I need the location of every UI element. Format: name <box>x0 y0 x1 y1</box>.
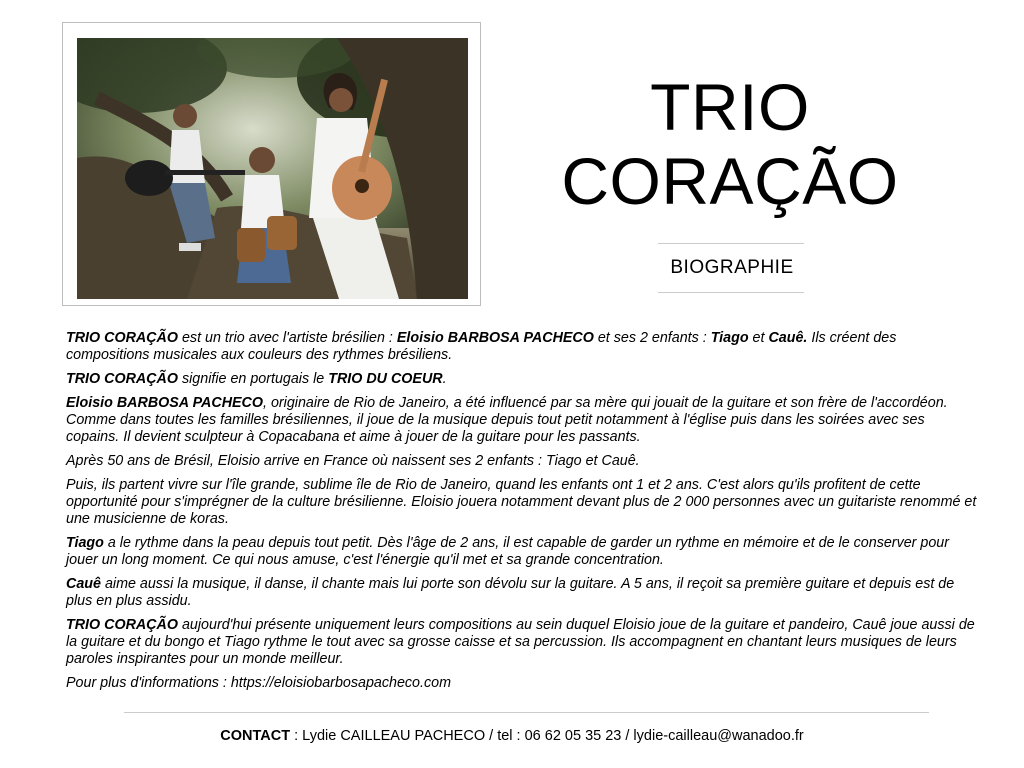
bio-paragraph-8 <box>66 617 978 668</box>
band-photo <box>77 38 468 299</box>
bio-paragraph-6 <box>66 535 978 569</box>
text: . <box>442 371 447 387</box>
bold-text: Cauê <box>66 576 101 592</box>
text: signifie en portugais le <box>178 371 329 387</box>
text: est un trio avec l'artiste brésilien : <box>178 330 397 346</box>
text: Après 50 ans de Brésil, Eloisio arrive en France où naissent ses 2 enfants : Tiago et Cauê. <box>66 453 640 469</box>
photo-frame <box>62 22 481 306</box>
bio-paragraph-3 <box>66 395 978 446</box>
contact-line <box>0 728 1024 744</box>
subtitle: BIOGRAPHIE <box>670 257 794 278</box>
subtitle-top-divider <box>658 243 804 244</box>
bio-paragraph-5 <box>66 477 978 528</box>
bio-paragraph-9 <box>66 675 978 692</box>
bio-paragraph-7 <box>66 576 978 610</box>
text: , originaire de Rio de Janeiro, a été influencé par sa mère qui jouait de la guitare et son frère de l'accordéon. Comme dans toutes les familles brésiliennes, il joue de la musique depuis tout petit notamment à l'église puis dans les soirées avec ses copains. Il devient sculpteur à Copacabana et aime à jouer de la guitare pour les passants. <box>66 395 948 445</box>
title-line-1: TRIO <box>650 70 810 144</box>
bold-text: Cauê. <box>768 330 808 346</box>
bold-text: TRIO CORAÇÃO <box>66 371 178 387</box>
bold-text: Eloisio BARBOSA PACHECO <box>396 330 594 346</box>
bold-text: TRIO CORAÇÃO <box>66 617 178 633</box>
contact-label: CONTACT <box>220 728 291 744</box>
text: Ils créent des compositions musicales aux couleurs des rythmes brésiliens. <box>66 330 897 363</box>
text: aujourd'hui présente uniquement leurs compositions au sein duquel Eloisio joue de la guitare et pandeiro, Cauê joue aussi de la guitare et du bongo et Tiago rythme le tout avec sa grosse caisse et sa percussion. Ils accompagnent en chantant leurs musiques de leurs paroles inspirantes pour un monde meilleur. <box>66 617 975 667</box>
bio-paragraph-1 <box>66 330 978 364</box>
text: et ses 2 enfants : <box>593 330 711 346</box>
contact-details: : Lydie CAILLEAU PACHECO / tel : 06 62 05 35 23 / lydie-cailleau@wanadoo.fr <box>290 728 804 744</box>
website-text: Pour plus d'informations : https://eloisiobarbosapacheco.com <box>66 675 451 691</box>
bold-text: Tiago <box>66 535 104 551</box>
bio-paragraph-2 <box>66 371 978 388</box>
page-title <box>540 70 920 218</box>
bio-paragraph-4 <box>66 453 978 470</box>
title-line-2: CORAÇÃO <box>561 144 899 218</box>
bold-text: Tiago <box>710 330 749 346</box>
bold-text: TRIO CORAÇÃO <box>66 330 178 346</box>
biography-text <box>66 330 978 699</box>
bold-text: Eloisio BARBOSA PACHECO <box>66 395 263 411</box>
bold-text: TRIO DU COEUR <box>328 371 443 387</box>
footer-divider <box>124 712 929 713</box>
text: et <box>748 330 769 346</box>
text: a le rythme dans la peau depuis tout petit. Dès l'âge de 2 ans, il est capable de garder un rythme en mémoire et de le conserver pour jouer un long moment. Ce qui nous amuse, c'est l'énergie qu'il met et sa grande concentration. <box>66 535 950 568</box>
text: aime aussi la musique, il danse, il chante mais lui porte son dévolu sur la guitare. A 5 ans, il reçoit sa première guitare et depuis est de plus en plus assidu. <box>66 576 955 609</box>
subtitle-bottom-divider <box>658 292 804 293</box>
text: Puis, ils partent vivre sur l'île grande, sublime île de Rio de Janeiro, quand les enfants ont 1 et 2 ans. C'est alors qu'ils profitent de cette opportunité pour s'imprégner de la culture brésilienne. Eloisio jouera notamment devant plus de 2 000 personnes avec un guitariste renommé et une musicienne de koras. <box>66 477 977 527</box>
